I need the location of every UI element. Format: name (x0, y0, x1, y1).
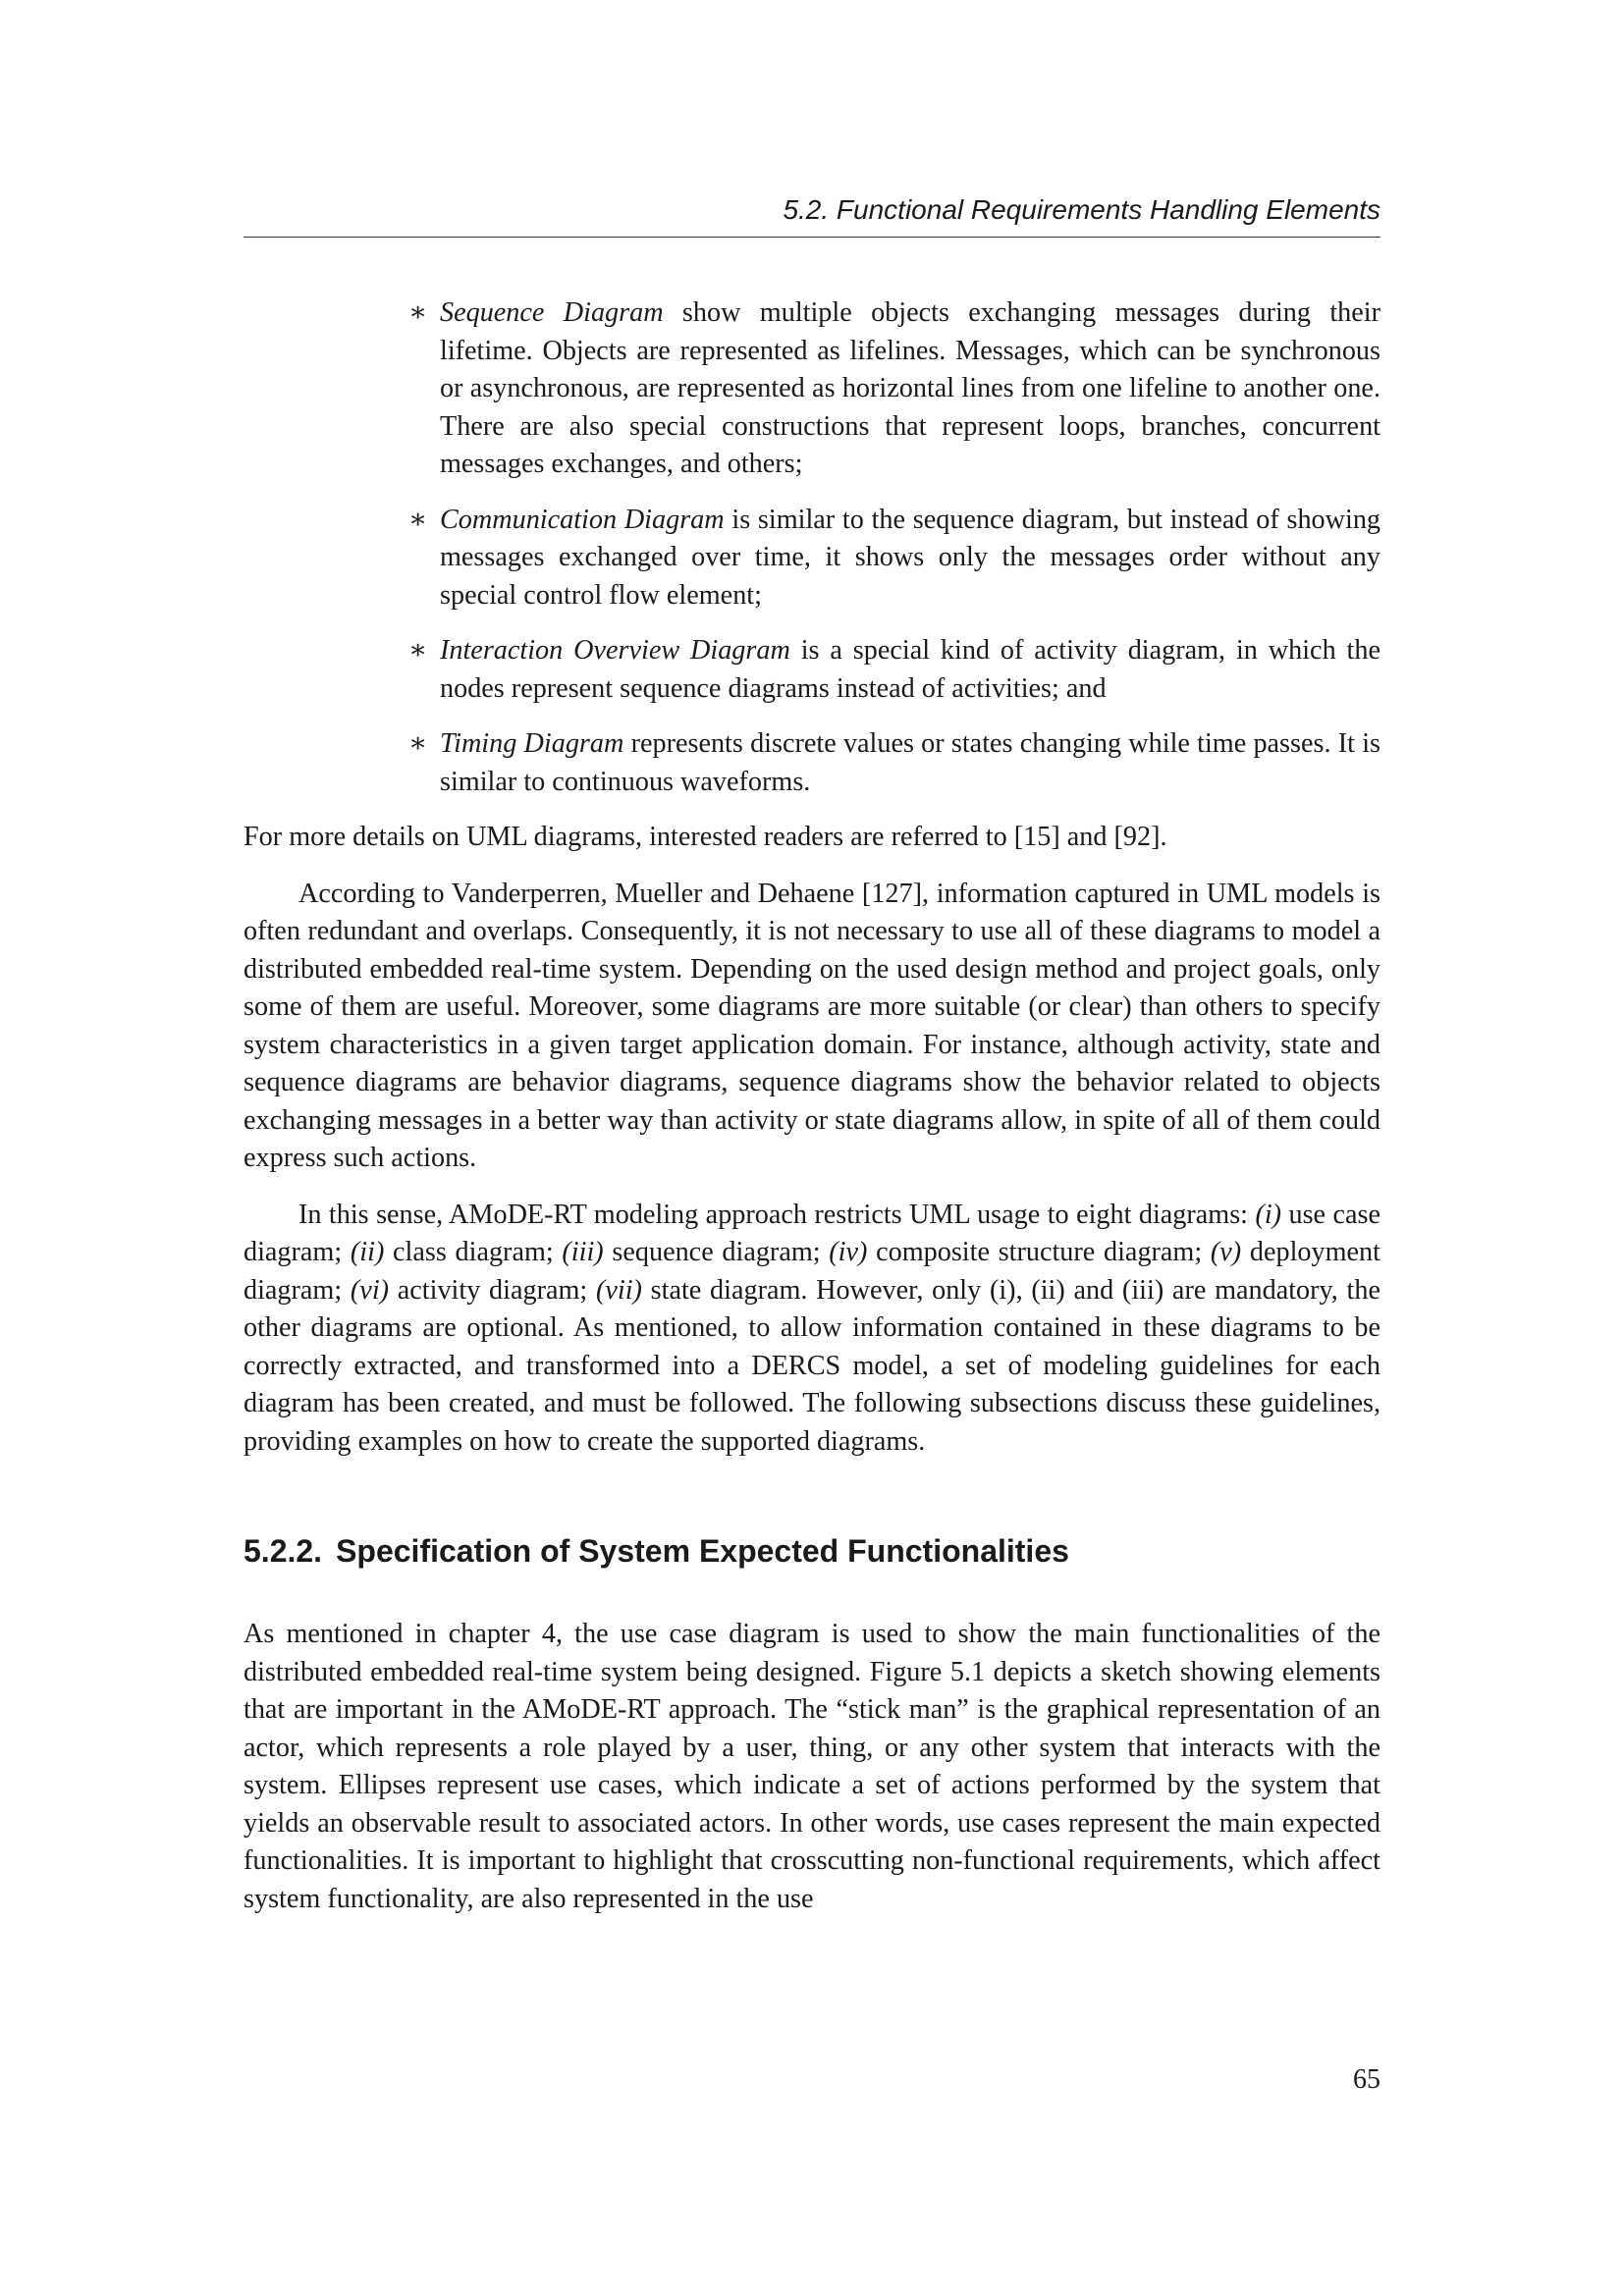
bullet-text: show multiple objects exchanging messages during their lifetime. Objects are represented as lifelines. Messages, which can be synchronous or asynchronous, are represented as horizontal lines from one lifeline to another one. There are also special constructions that represent loops, branches, concurrent messages exchanges, and others; (440, 297, 1380, 479)
bullet-term: Timing Diagram (440, 728, 624, 759)
bullet-star-icon: ∗ (408, 728, 428, 759)
enum-text: deployment diagram; (243, 1237, 1380, 1306)
body-text (243, 294, 1380, 1937)
paragraph-use-case: As mentioned in chapter 4, the use case diagram is used to show the main functionalities of the distributed embedded real-time system being designed. Figure 5.1 depicts a sketch showing elements that are important in the AMoDE-RT approach. The “stick man” is the graphical representation of an actor, which represents a role played by a user, thing, or any other system that interacts with the system. Ellipses represent use cases, which indicate a set of actions performed by the system that yields an observable result to associated actors. In other words, use cases represent the main expected functionalities. It is important to highlight that crosscutting non-functional requirements, which affect system functionality, are also represented in the use (243, 1619, 1380, 1914)
list-item (408, 502, 1381, 615)
enum-marker: (iv) (829, 1237, 868, 1267)
paragraph-intro: In this sense, AMoDE-RT modeling approach restricts UML usage to eight diagrams: (298, 1199, 1256, 1230)
list-item (408, 725, 1380, 801)
bullet-term: Sequence Diagram (440, 297, 664, 328)
paragraph-amode-rt-diagrams (243, 1197, 1380, 1462)
section-title: Specification of System Expected Functionalities (336, 1533, 1069, 1569)
section-number: 5.2.2. (243, 1533, 323, 1569)
bullet-star-icon: ∗ (408, 504, 428, 535)
enum-text: composite structure diagram; (867, 1237, 1211, 1267)
bullet-star-icon: ∗ (408, 297, 428, 328)
paragraph-uml-references: For more details on UML diagrams, interested readers are referred to [15] and [92]. (243, 822, 1167, 852)
bullet-text: is a special kind of activity diagram, in which the nodes represent sequence diagrams instead of activities; and (440, 635, 1380, 704)
list-item (408, 632, 1380, 708)
section-heading (243, 1531, 1380, 1571)
bullet-text: is similar to the sequence diagram, but instead of showing messages exchanged over time, it shows only the messages order without any special control flow element; (440, 504, 1381, 611)
diagram-bullet-list (408, 294, 1381, 801)
paragraph-rest: However, only (i), (ii) and (iii) are mandatory, the other diagrams are optional. As mentioned, to allow information contained in these diagrams to be correctly extracted, and transformed into a DERCS model, a set of modeling guidelines for each diagram has been created, and must be followed. The following subsections discuss these guidelines, providing examples on how to create the supported diagrams. (243, 1274, 1380, 1457)
enum-marker: (iii) (562, 1237, 604, 1267)
bullet-term: Interaction Overview Diagram (440, 635, 790, 666)
enum-text: sequence diagram; (603, 1237, 830, 1267)
enum-text: activity diagram; (389, 1274, 596, 1306)
enum-marker: (v) (1210, 1237, 1242, 1267)
enum-marker: (vi) (350, 1274, 390, 1306)
bullet-text: represents discrete values or states changing while time passes. It is similar to continuous waveforms. (440, 728, 1380, 797)
enum-text: class diagram; (384, 1237, 563, 1267)
bullet-term: Communication Diagram (440, 504, 725, 535)
page-number: 65 (1353, 2064, 1380, 2095)
enum-marker: (vii) (595, 1274, 642, 1306)
enum-text: use case diagram; (243, 1199, 1381, 1267)
bullet-star-icon: ∗ (408, 635, 428, 666)
enum-text: state diagram. (641, 1274, 808, 1306)
enum-marker: (i) (1255, 1199, 1282, 1230)
enum-marker: (ii) (350, 1237, 385, 1267)
list-item (408, 294, 1380, 484)
header-rule (243, 237, 1380, 238)
running-header: 5.2. Functional Requirements Handling Elements (783, 194, 1380, 225)
paragraph-vanderperren: According to Vanderperren, Mueller and Dehaene [127], information captured in UML models is often redundant and overlaps. Consequently, it is not necessary to use all of these diagrams to model a distributed embedded real-time system. Depending on the used design method and project goals, only some of them are useful. Moreover, some diagrams are more suitable (or clear) than others to specify system characteristics in a given target application domain. For instance, although activity, state and sequence diagrams are behavior diagrams, sequence diagrams show the behavior related to objects exchanging messages in a better way than activity or state diagrams allow, in spite of all of them could express such actions. (243, 878, 1380, 1173)
